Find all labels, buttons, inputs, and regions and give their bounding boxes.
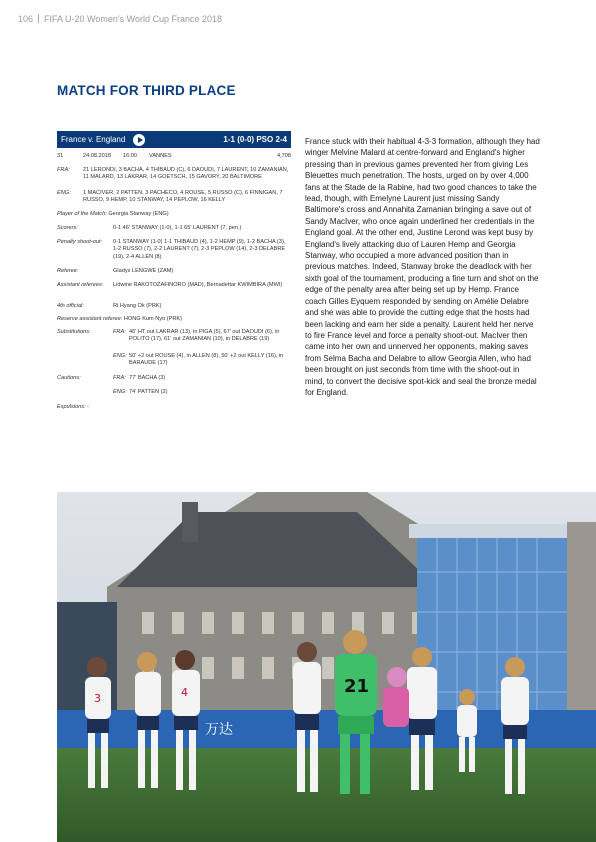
player-of-match-row	[57, 211, 291, 218]
pitch	[57, 748, 596, 842]
cautions-fra: 77' BACHA (3)	[129, 375, 166, 381]
reserve: HONG Kum Nyo (PRK)	[123, 316, 182, 322]
goalkeeper-number: 21	[344, 676, 370, 697]
expulsions-row	[57, 404, 291, 411]
match-number: 31	[57, 153, 64, 159]
glass-tower-roof	[409, 524, 575, 538]
subs-eng: 50' +2 out ROUSE (4), in ALLEN (8), 50' +2 out KELLY (16), in BARAUDE (17)	[129, 353, 284, 367]
header-divider	[38, 14, 39, 23]
subs-eng-label: ENG:	[113, 353, 127, 359]
player-number-2: 4	[181, 686, 188, 699]
reserve-row	[57, 316, 291, 323]
match-date: 24.08.2018	[83, 153, 111, 159]
board-text: 万达	[205, 722, 233, 738]
substitutions-label: Substitutions:	[57, 329, 91, 335]
fourth-official: Ri Hyang Ok (PRK)	[113, 303, 162, 309]
scorers: 0-1 46' STANWAY (1-0), 1-1 65' LAURENT (7, pen.)	[113, 225, 242, 231]
player-of-match-label: Player of the Match:	[57, 211, 107, 217]
section-title: MATCH FOR THIRD PLACE	[57, 83, 236, 98]
match-venue: VANNES	[149, 153, 172, 159]
match-report-text: France stuck with their habitual 4-3-3 formation, although they had winger Melvine Malard at centre-forward and England's higher pressing than in previous games prevented her from giving Les Bleuettes much penetration. The hosts, urged on by over 4,000 fans at the Stade de la Rabine, had two good chances to take the lead, though, with Emelyne Laurent just missing Sandy Baltimore's cross and Annahita Zamanian bringing a save out of Sandy MacIver, who once again underlined her credentials in the England goal. At the other end, Justine Lerond was kept busy by England's lively attacking duo of Lauren Hemp and Georgia Stanway, who occupied a more advanced position than in previous matches. Indeed, Stanway broke the deadlock with her sixth goal of the tournament, producing a fine turn and shot on the edge of the penalty area after being set up by Hemp. France coach Gilles Eyquem responded by sending on Amélie Delabre and she was able to provide the cutting edge that the hosts had been lacking and earn her side a penalty. Laurent held her nerve to fire France level and force a penalty shoot-out. MacIver then came into her own and unnerved her opponents, making saves from Selma Bacha and Delabre to allow Georgia Allen, who had been brought on just seconds from time with the shoot-out in mind, to convert the decisive spot-kick and seal the bronze medal for England.	[305, 137, 540, 397]
match-time: 16:00	[123, 153, 137, 159]
cautions-eng: 74' PATTEN (2)	[129, 389, 168, 395]
eng-label: ENG:	[57, 190, 71, 196]
match-report	[305, 136, 540, 398]
expulsions: -	[87, 404, 90, 410]
celebration-photo	[57, 492, 596, 842]
publication-title: FIFA U-20 Women's World Cup France 2018	[44, 14, 222, 24]
cautions-fra-label: FRA:	[113, 375, 126, 381]
shootout: 0-1 STANWAY (1-0) 1-1 THIBAUD (4), 1-2 HEMP (9), 1-2 BACHA (3), 1-2 RUSSO (7), 2-2 LAURENT (7), 2-3 PEPLOW (14), 2-3 DELABRE (19), 2-4 ALLEN (8)	[113, 239, 286, 260]
page-header	[18, 14, 222, 24]
shootout-label: Penalty shoot-out:	[57, 239, 103, 245]
match-teams: France v. England	[61, 135, 126, 144]
player-of-match: Georgia Stanway (ENG)	[108, 211, 169, 217]
match-header-bar	[57, 131, 291, 148]
fra-lineup: 21 LERONDI, 3 BACHA, 4 THIBAUD (C), 6 DAOUDI, 7 LAURENT, 10 ZAMANIAN, 11 MALARD, 13 LAKRAR, 14 GOETSCH, 15 GAVORY, 20 BALTIMORE	[83, 167, 289, 181]
fra-label: FRA:	[57, 167, 70, 173]
expulsions-label: Expulsions:	[57, 404, 86, 410]
match-score: 1-1 (0-0) PSO 2-4	[223, 135, 287, 144]
cautions-label: Cautions:	[57, 375, 81, 381]
assistants-label: Assistant referees:	[57, 282, 104, 288]
assistants: Lidwine RAKOTOZAFINORO (MAD), Bernadettar KWIMBIRA (MWI)	[113, 282, 283, 288]
cautions-eng-label: ENG:	[113, 389, 127, 395]
page-number: 106	[18, 14, 34, 24]
fourth-official-label: 4th official:	[57, 303, 84, 309]
match-attendance: 4,708	[277, 153, 291, 159]
photo-illustration	[57, 492, 596, 842]
side-building	[567, 522, 596, 722]
referee-label: Referee:	[57, 268, 79, 274]
eng-lineup: 1 MACIVER, 2 PATTEN, 3 PACHECO, 4 ROUSE, 5 RUSSO (C), 6 FINNIGAN, 7 RUSSO, 9 HEMP, 10 STANWAY, 14 PEPLOW, 16 KELLY	[83, 190, 283, 204]
subs-fra: 46' HT out LAKRAR (13), in PIGA (5), 67' out DAOUDI (6), in POLITO (17), 61' out ZAMANIAN (10), in DELABRE (19)	[129, 329, 280, 343]
tower	[182, 502, 198, 542]
reserve-label: Reserve assistant referee:	[57, 316, 123, 322]
player-number-1: 3	[94, 692, 101, 705]
glass-tower	[417, 532, 567, 722]
referee: Gladys LENGWE (ZAM)	[113, 268, 174, 274]
subs-fra-label: FRA:	[113, 329, 126, 335]
scorers-label: Scorers:	[57, 225, 78, 231]
play-icon[interactable]	[133, 134, 145, 146]
